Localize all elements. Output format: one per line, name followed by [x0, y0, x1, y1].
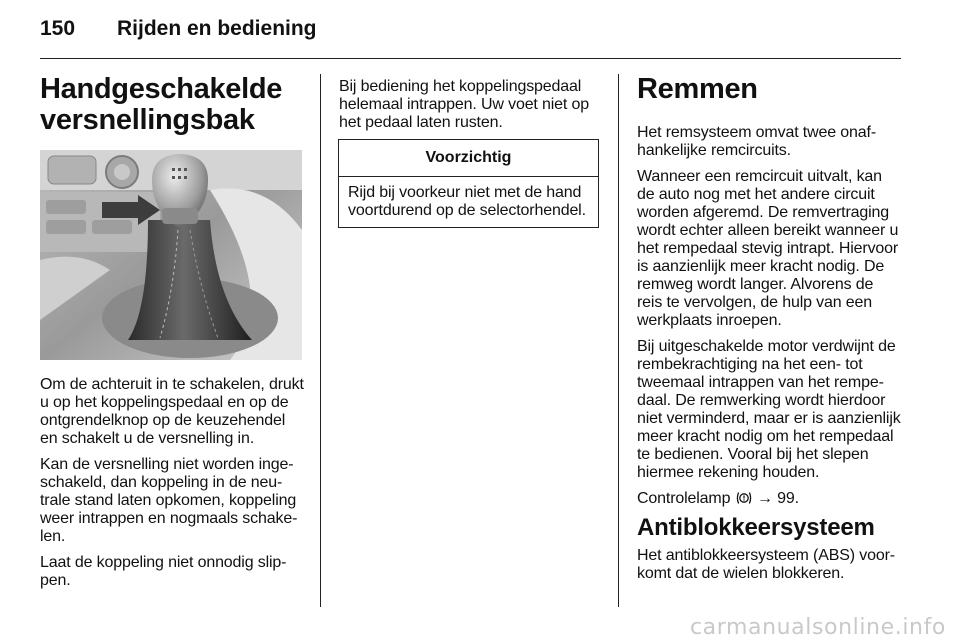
section-title: Rijden en bediening	[117, 17, 317, 40]
caution-title: Voorzichtig	[339, 140, 598, 177]
caution-text: Rijd bij voorkeur niet met de hand voortdurend op de selectorhendel.	[348, 184, 586, 219]
clutch-intro-text: Bij bediening het koppelingspedaal helemaal intrappen. Uw voet niet op het pedaal laten rusten.	[339, 78, 590, 131]
column-divider-1	[320, 74, 321, 607]
gear-shift-photo	[40, 150, 302, 360]
clutch-slip-paragraph: Laat de koppeling niet onnodig slip- pen.	[40, 554, 287, 589]
header-rule	[40, 58, 901, 59]
brakes-body-text	[637, 124, 907, 508]
page-reference-arrow-icon: →	[756, 490, 773, 507]
brake-circuits-paragraph: Het remsysteem omvat twee onaf- hankelijke remcircuits.	[637, 124, 876, 159]
circuit-failure-paragraph: Wanneer een remcircuit uitvalt, kan de auto nog met het andere circuit worden afgeremd. De remvertraging wordt echter alleen bereikt wanneer u het rempedaal stevig intrapt. Hiervoor is aanzienlijk meer kracht nodig. De remweg wordt langer. Alvorens de reis te vervolgen, de hulp van een werkplaats inroepen.	[637, 168, 899, 329]
abs-body-text: Het antiblokkeersysteem (ABS) voor- komt dat de wielen blokkeren.	[637, 547, 895, 582]
abs-heading: Antiblokkeersysteem	[637, 514, 875, 541]
column-divider-2	[618, 74, 619, 607]
caution-box	[338, 139, 599, 228]
watermark: carmanualsonline.info	[689, 615, 946, 640]
brake-warning-lamp-icon	[735, 490, 753, 508]
page-number: 150	[40, 17, 76, 40]
left-body-text	[40, 376, 310, 598]
brakes-heading: Remmen	[637, 73, 758, 105]
manual-gearbox-heading: Handgeschakelde versnellingsbak	[40, 73, 283, 136]
engine-off-paragraph: Bij uitgeschakelde motor verdwijnt de rembekrachtiging na het een- tot tweemaal intrappen van het rempe- daal. De remwerking wordt hierdoor niet verminderd, maar er is aanzienlijk meer kracht nodig om het rempedaal te bedienen. Vooral bij het slepen hiermee rekening houden.	[637, 338, 901, 481]
control-lamp-reference: Controlelamp → 99.	[637, 490, 799, 507]
reverse-gear-paragraph: Om de achteruit in te schakelen, drukt u op het koppelingspedaal en op de ontgrendelknop op de keuzehendel en schakelt u de versnelling in.	[40, 376, 304, 447]
neutral-paragraph: Kan de versnelling niet worden inge- schakeld, dan koppeling in de neu- trale stand laten opkomen, koppeling weer intrappen en nogmaals schake- len.	[40, 456, 298, 545]
